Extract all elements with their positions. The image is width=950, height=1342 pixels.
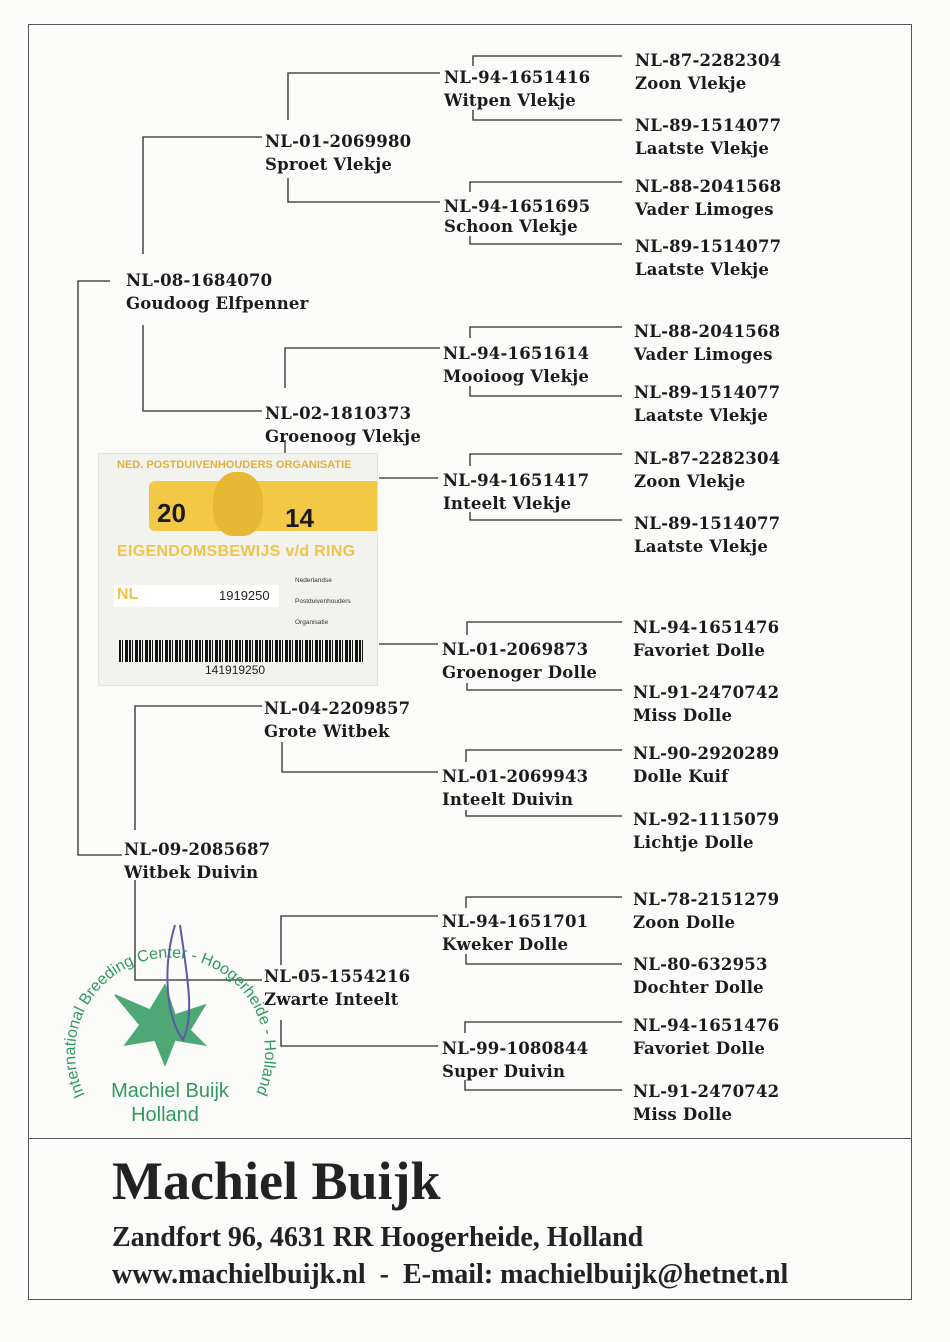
bird-g2 <box>264 697 410 743</box>
footer-separator: - <box>379 1259 389 1290</box>
bird-name: Zoon Dolle <box>633 913 736 932</box>
npo-line: Nederlandse <box>295 577 332 584</box>
bird-name: Laatste Vlekje <box>634 406 769 425</box>
ring-number: NL-99-1080844 <box>442 1039 589 1058</box>
ring-number: NL-94-1651417 <box>443 471 590 490</box>
bird-name: Groenoger Dolle <box>442 663 598 682</box>
bird-g2 <box>265 402 421 448</box>
bird-name: Zoon Vlekje <box>634 472 746 491</box>
stamp-arc-text: International Breeding Center - Hoogerheide - Holland <box>61 944 279 1101</box>
ring-number: NL-92-1115079 <box>633 810 780 829</box>
bird-g3 <box>442 910 588 956</box>
bird-name: Miss Dolle <box>633 706 733 725</box>
stamp-name: Machiel Buijk <box>111 1080 229 1102</box>
bird-name: Laatste Vlekje <box>635 139 770 158</box>
footer-name: Machiel Buijk <box>112 1151 441 1211</box>
bird-g3 <box>443 469 589 515</box>
bird-name: Sproet Vlekje <box>265 155 393 174</box>
stamp-country: Holland <box>131 1104 199 1126</box>
card-org-text: NED. POSTDUIVENHOUDERS ORGANISATIE <box>117 459 352 471</box>
bird-name: Vader Limoges <box>635 200 774 219</box>
ring-number: NL-08-1684070 <box>126 271 273 290</box>
ring-number: NL-87-2282304 <box>634 449 781 468</box>
bird-g3 <box>442 638 597 684</box>
bird-g4 <box>633 1080 779 1126</box>
ring-number: NL-05-1554216 <box>264 967 411 986</box>
email-link[interactable]: E-mail: machielbuijk@hetnet.nl <box>402 1259 789 1290</box>
bird-name: Laatste Vlekje <box>634 537 769 556</box>
bird-g3 <box>443 342 589 388</box>
ring-number: NL-94-1651416 <box>444 68 591 87</box>
lion-crest-icon <box>213 472 263 536</box>
bird-g2 <box>265 130 411 176</box>
bird-name: Favoriet Dolle <box>633 641 766 660</box>
card-year-right: 14 <box>285 503 314 533</box>
ring-number: NL-78-2151279 <box>633 890 780 909</box>
bird-g3 <box>444 197 590 237</box>
ring-number: NL-94-1651695 <box>444 197 591 216</box>
npo-line: Postduivenhouders <box>295 598 351 605</box>
footer-address: Zandfort 96, 4631 RR Hoogerheide, Holland <box>112 1222 644 1253</box>
ring-number: NL-90-2920289 <box>633 744 780 763</box>
bird-name: Schoon Vlekje <box>444 217 578 236</box>
card-title: EIGENDOMSBEWIJS v/d RING <box>117 543 356 560</box>
ring-number: NL-09-2085687 <box>124 840 271 859</box>
bird-name: Inteelt Duivin <box>442 790 574 809</box>
footer-contact <box>112 1259 788 1291</box>
ring-number: NL-01-2069943 <box>442 767 589 786</box>
bird-name: Witpen Vlekje <box>444 91 576 110</box>
bird-name: Favoriet Dolle <box>633 1039 766 1058</box>
bird-name: Super Duivin <box>442 1062 566 1081</box>
ring-number: NL-88-2041568 <box>635 177 782 196</box>
bird-name: Miss Dolle <box>633 1105 733 1124</box>
bird-g4 <box>633 808 779 854</box>
ring-ownership-card <box>98 453 378 686</box>
card-country: NL <box>117 586 139 603</box>
bird-g4 <box>634 381 780 427</box>
ring-number: NL-91-2470742 <box>633 1082 780 1101</box>
ring-number: NL-94-1651476 <box>633 1016 780 1035</box>
ring-number: NL-94-1651614 <box>443 344 590 363</box>
bird-g4 <box>635 235 781 281</box>
bird-g4 <box>635 49 781 95</box>
bird-g3 <box>444 66 590 112</box>
bird-g4 <box>633 616 779 662</box>
bird-name: Inteelt Vlekje <box>443 494 572 513</box>
bird-name: Zoon Vlekje <box>635 74 747 93</box>
bird-name: Kweker Dolle <box>442 935 569 954</box>
bird-name: Lichtje Dolle <box>633 833 754 852</box>
bird-name: Groenoog Vlekje <box>265 427 422 446</box>
barcode-number: 141919250 <box>205 663 266 677</box>
bird-name: Laatste Vlekje <box>635 260 770 279</box>
bird-name: Dolle Kuif <box>633 767 729 786</box>
bird-g4 <box>634 320 780 366</box>
bird-g4 <box>635 175 781 221</box>
breeding-center-stamp <box>55 905 285 1135</box>
bird-name: Vader Limoges <box>634 345 773 364</box>
bird-subject <box>126 269 308 315</box>
ring-number: NL-01-2069980 <box>265 132 412 151</box>
bird-name: Grote Witbek <box>264 722 390 741</box>
bird-name: Dochter Dolle <box>633 978 764 997</box>
card-year-left: 20 <box>157 498 186 528</box>
card-ring-number: 1919250 <box>219 588 270 603</box>
bird-name: Goudoog Elfpenner <box>126 294 309 313</box>
barcode <box>119 640 365 662</box>
ring-number: NL-01-2069873 <box>442 640 589 659</box>
website-link[interactable]: www.machielbuijk.nl <box>112 1259 366 1290</box>
ring-number: NL-94-1651701 <box>442 912 589 931</box>
bird-g4 <box>633 1014 779 1060</box>
bird-g4 <box>633 742 779 788</box>
ring-number: NL-89-1514077 <box>635 237 782 256</box>
bird-g2 <box>264 965 410 1011</box>
bird-g4 <box>634 512 780 558</box>
bird-name: Mooioog Vlekje <box>443 367 590 386</box>
bird-g3 <box>442 1037 588 1083</box>
bird-name: Witbek Duivin <box>124 863 259 882</box>
bird-g3 <box>442 765 588 811</box>
ring-number: NL-89-1514077 <box>635 116 782 135</box>
npo-line: Organisatie <box>295 619 329 626</box>
bird-g4 <box>634 447 780 493</box>
bird-dam <box>124 838 270 884</box>
bird-name: Zwarte Inteelt <box>264 990 399 1009</box>
npo-logo <box>295 570 351 633</box>
bird-g4 <box>633 888 779 934</box>
ring-number: NL-04-2209857 <box>264 699 411 718</box>
ring-number: NL-02-1810373 <box>265 404 412 423</box>
bird-g4 <box>633 953 768 999</box>
ring-number: NL-89-1514077 <box>634 383 781 402</box>
ring-number: NL-88-2041568 <box>634 322 781 341</box>
ring-number: NL-94-1651476 <box>633 618 780 637</box>
ring-number: NL-87-2282304 <box>635 51 782 70</box>
bird-g4 <box>633 681 779 727</box>
bird-g4 <box>635 114 781 160</box>
ring-number: NL-80-632953 <box>633 955 768 974</box>
ring-number: NL-89-1514077 <box>634 514 781 533</box>
ring-number: NL-91-2470742 <box>633 683 780 702</box>
